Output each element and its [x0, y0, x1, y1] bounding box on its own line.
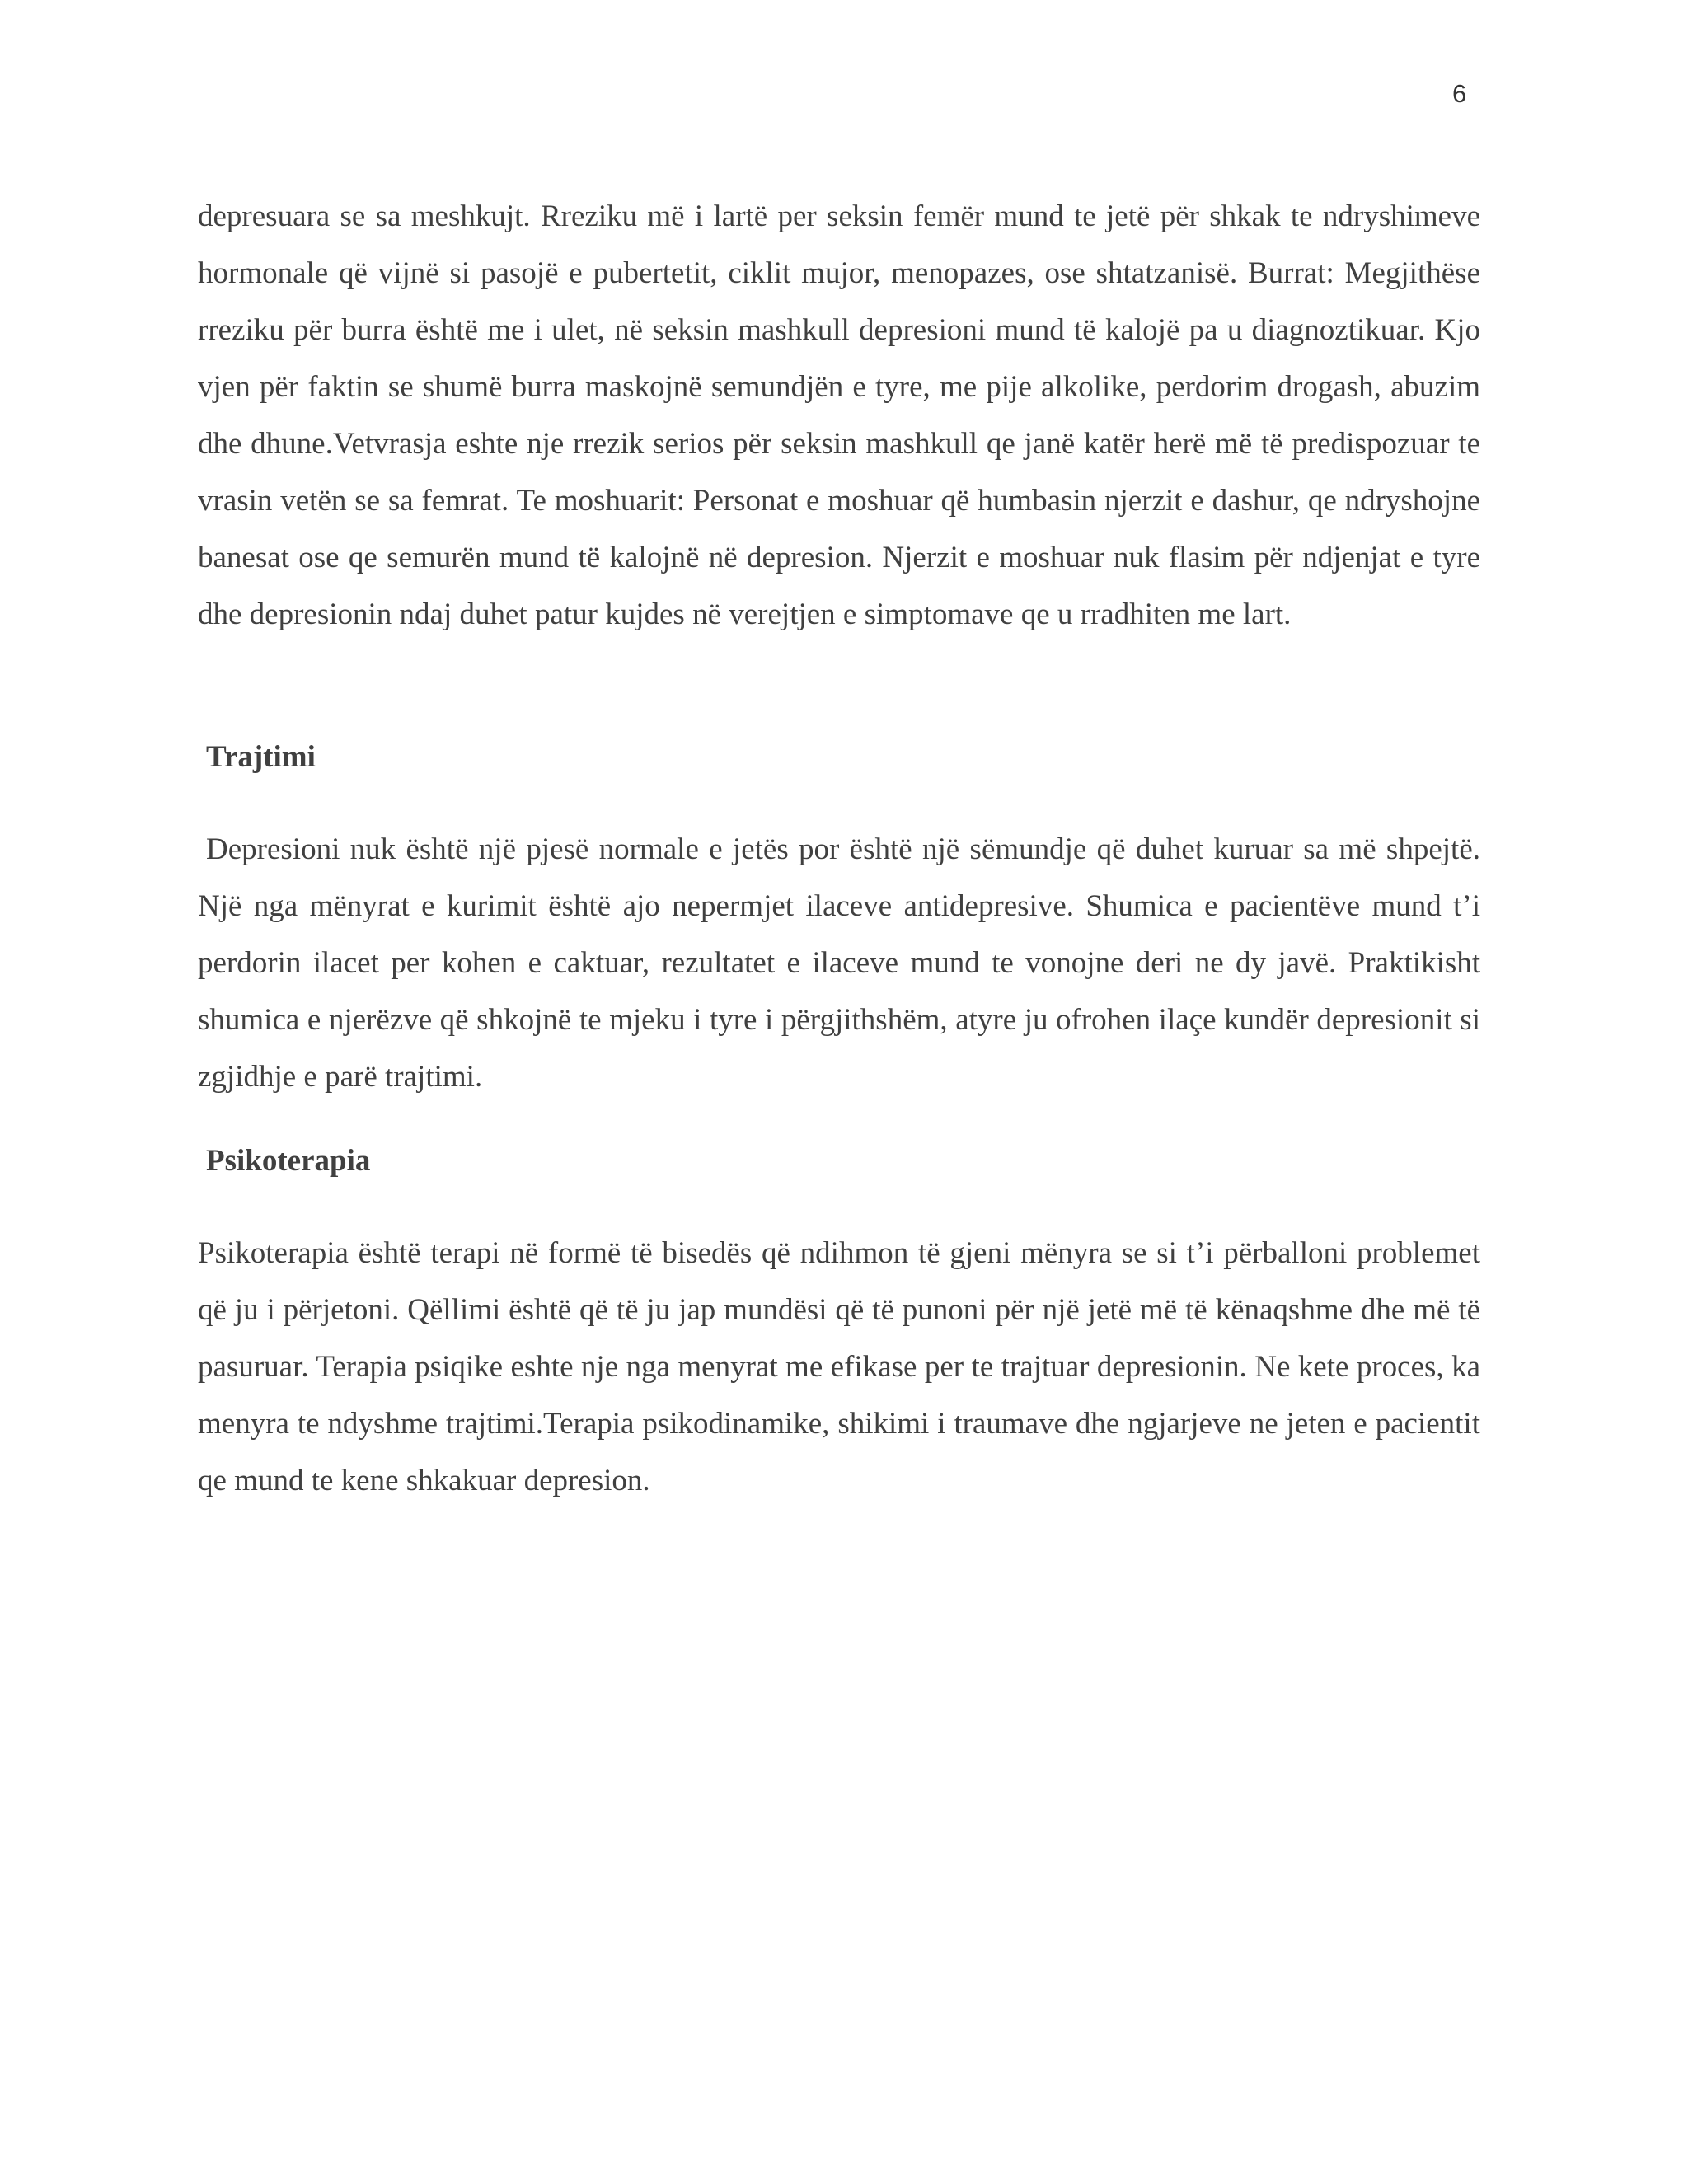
heading-psikoterapia: Psikoterapia	[206, 1144, 371, 1178]
paragraph-psychotherapy: Psikoterapia është terapi në formë të bisedës që ndihmon të gjeni mënyra se si t’i përballoni problemet që ju i përjetoni. Qëllimi është që të ju jap mundësi që të punoni për një jetë më të kënaqshme dhe më të pasuruar. Terapia psiqike eshte nje nga menyrat me efikase per te trajtuar depresionin. Ne kete proces, ka menyra te ndyshme trajtimi.Terapia psikodinamike, shikimi i traumave dhe ngjarjeve ne jeten e pacientit qe mund te kene shkakuar depresion.	[198, 1236, 1480, 1497]
page-number: 6	[1452, 79, 1467, 108]
paragraph-treatment: Depresioni nuk është një pjesë normale e jetës por është një sëmundje që duhet kuruar sa më shpejtë. Një nga mënyrat e kurimit është ajo nepermjet ilaceve antidepresive. Shumica e pacientëve mund t’i perdorin ilacet per kohen e caktuar, rezultatet e ilaceve mund te vonojne deri ne dy javë. Praktikisht shumica e njerëzve që shkojnë te mjeku i tyre i përgjithshëm, atyre ju ofrohen ilaçe kundër depresionit si zgjidhje e parë trajtimi.	[198, 832, 1480, 1094]
paragraph-depression-groups: depresuara se sa meshkujt. Rreziku më i lartë per seksin femër mund te jetë për shkak te ndryshimeve hormonale që vijnë si pasojë e pubertetit, ciklit mujor, menopazes, ose shtatzanisë. Burrat: Megjithëse rreziku për burra është me i ulet, në seksin mashkull depresioni mund të kalojë pa u diagnoztikuar. Kjo vjen për faktin se shumë burra maskojnë semundjën e tyre, me pije alkolike, perdorim drogash, abuzim dhe dhune.Vetvrasja eshte nje rrezik serios për seksin mashkull qe janë katër herë më të predispozuar te vrasin vetën se sa femrat. Te moshuarit: Personat e moshuar që humbasin njerzit e dashur, qe ndryshojne banesat ose qe semurën mund të kalojnë në depresion. Njerzit e moshuar nuk flasim për ndjenjat e tyre dhe depresionin ndaj duhet patur kujdes në verejtjen e simptomave qe u rradhiten me lart.	[198, 199, 1480, 631]
heading-trajtimi: Trajtimi	[206, 740, 316, 774]
